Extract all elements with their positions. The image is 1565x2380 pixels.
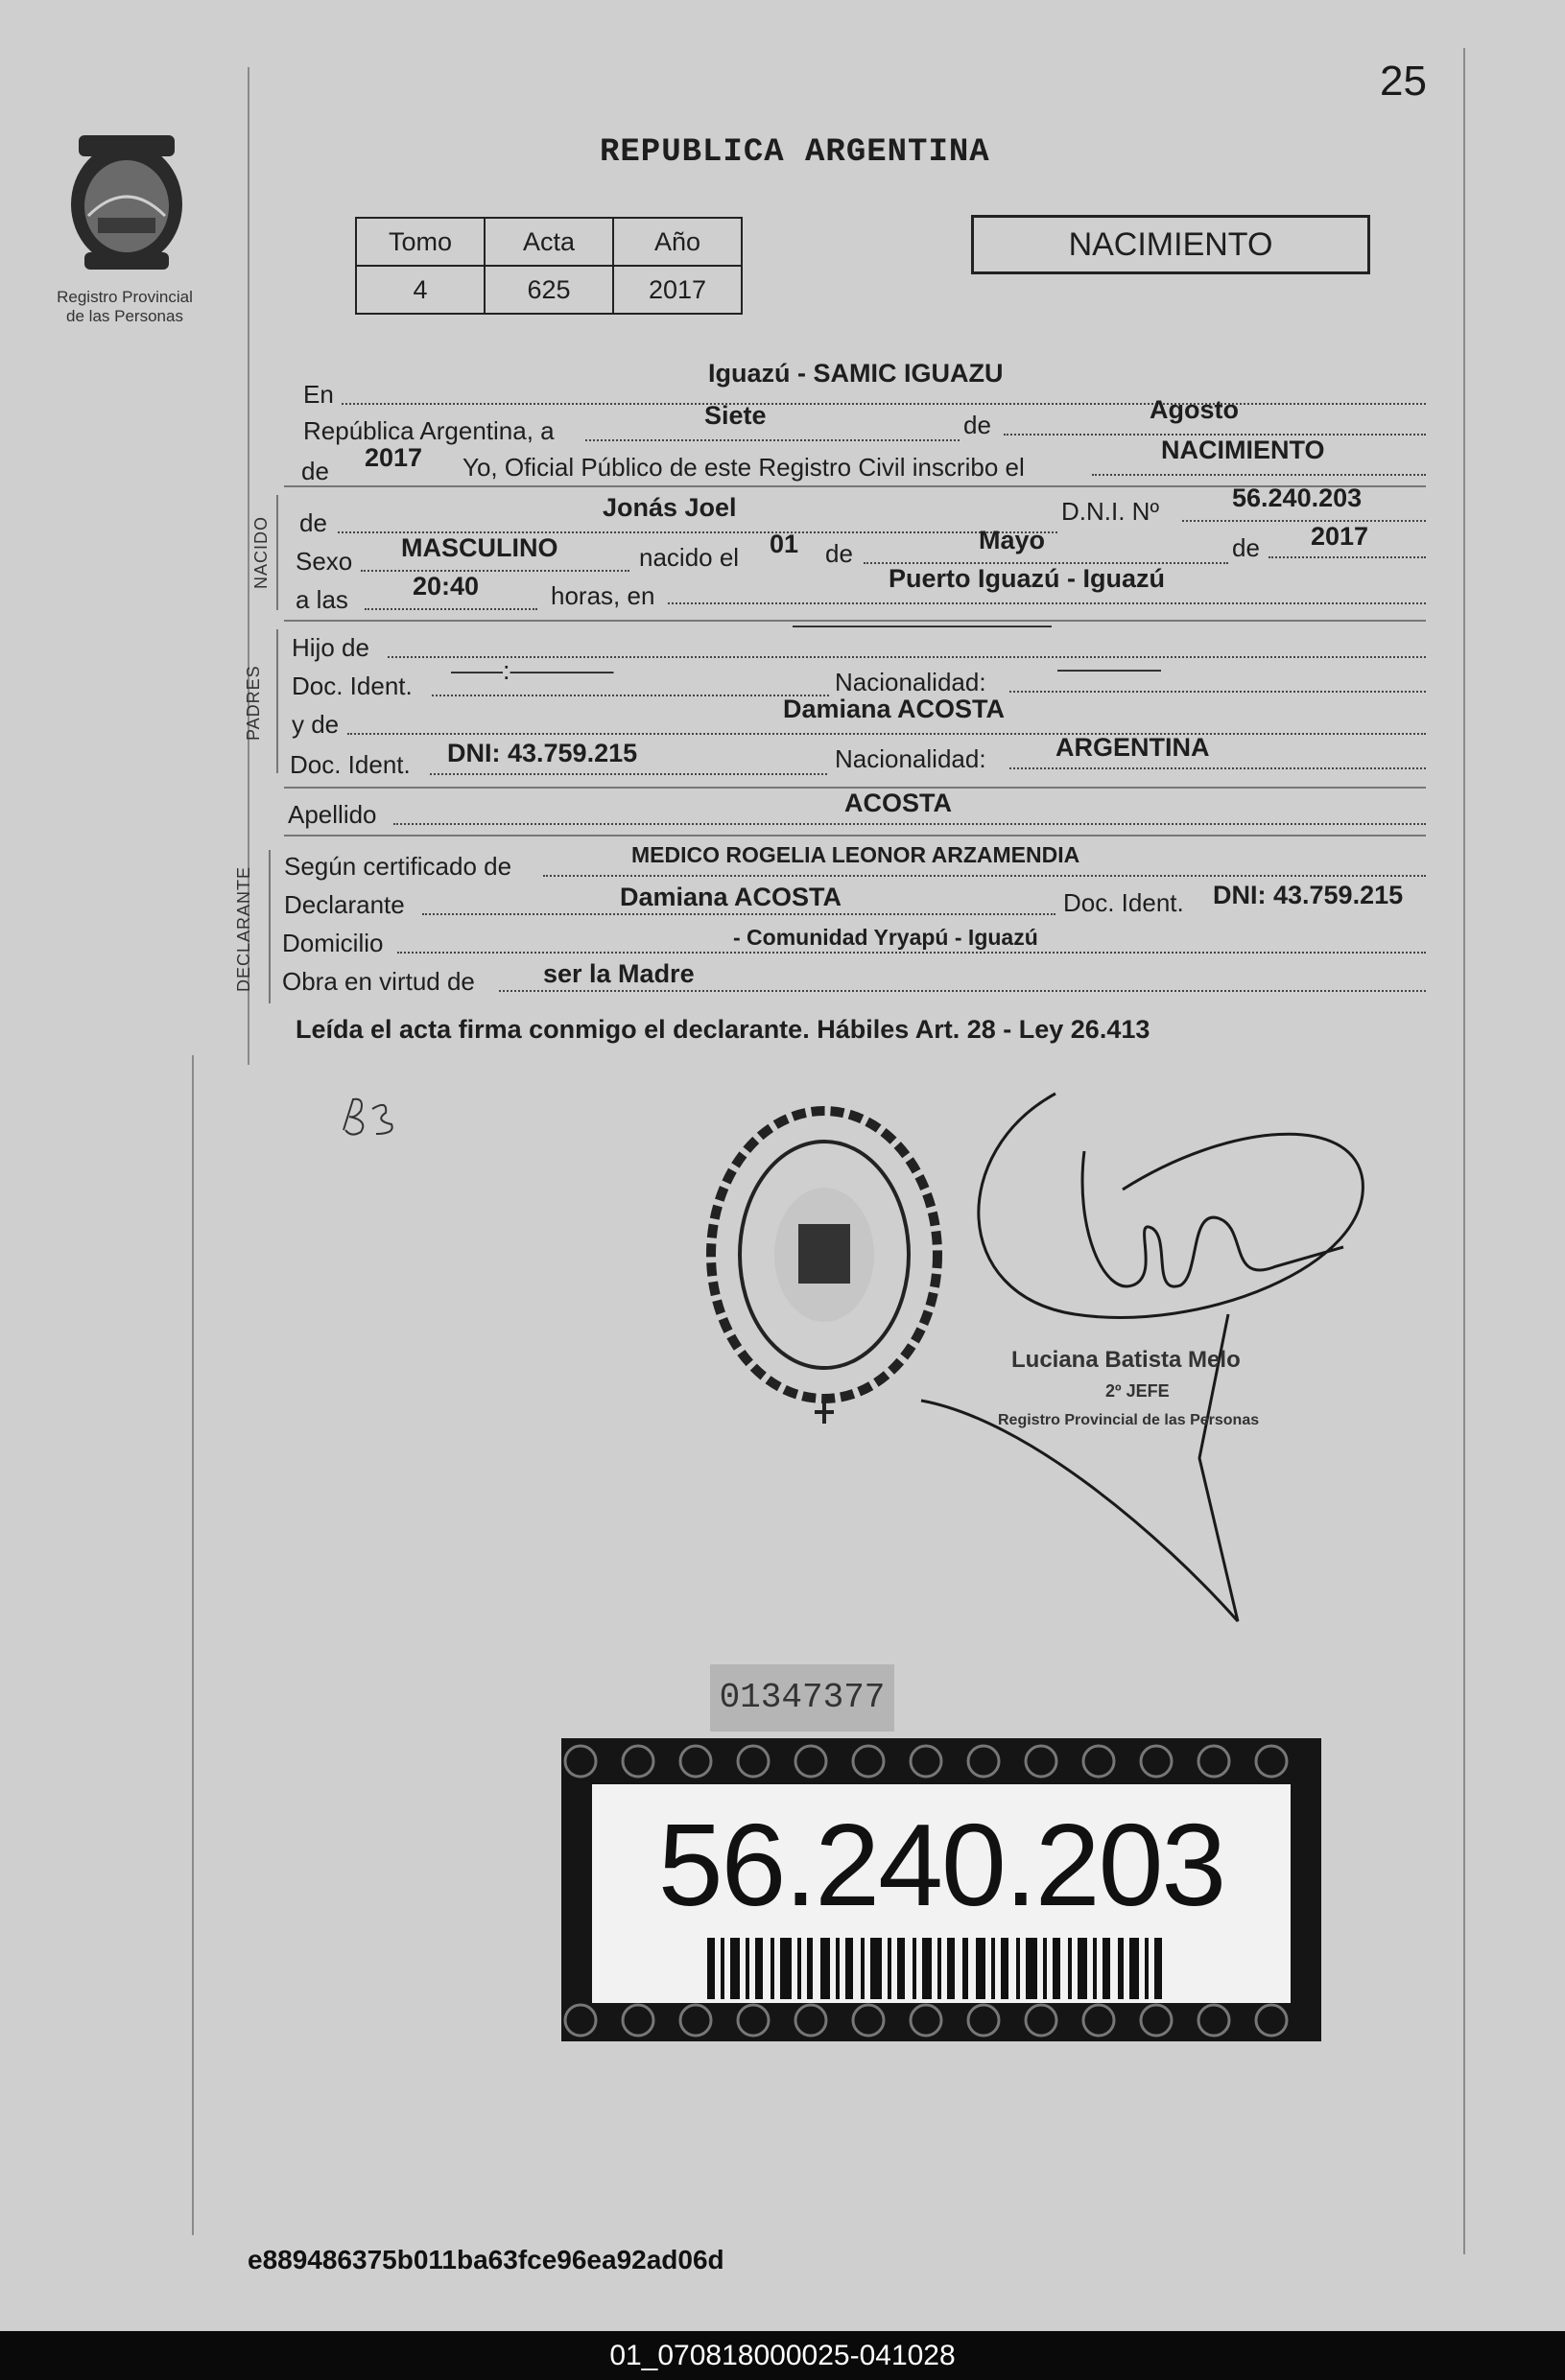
- nacido-section-label: NACIDO: [251, 515, 271, 589]
- right-margin-line: [1463, 48, 1465, 2254]
- father-value: ——————————: [793, 610, 1052, 639]
- mother-nac-label: Nacionalidad:: [835, 744, 986, 773]
- dotted-line: [585, 437, 960, 441]
- birth-day-value: 01: [770, 530, 799, 558]
- barcode-sticker: [561, 1738, 1321, 2041]
- domicilio-value: - Comunidad Yryapú - Iguazú: [733, 925, 1038, 950]
- declarante-doc-label: Doc. Ident.: [1063, 888, 1184, 917]
- dotted-line: [668, 601, 1426, 604]
- dotted-line: [347, 731, 1426, 735]
- barcode-label: [592, 1784, 1291, 2003]
- birth-year-value: 2017: [1311, 522, 1369, 551]
- dotted-line: [342, 401, 1426, 405]
- dotted-line: [1092, 472, 1426, 476]
- father-doc-value: ——:————: [451, 656, 614, 685]
- logo-caption: [29, 288, 221, 326]
- document-hash: e889486375b011ba63fce96ea92ad06d: [248, 2245, 724, 2274]
- nacido-bracket: [276, 495, 278, 610]
- signatory-organization: Registro Provincial de las Personas: [998, 1412, 1260, 1428]
- dotted-line: [1269, 554, 1426, 558]
- day-value: Siete: [704, 401, 767, 430]
- acta-value: 625: [485, 266, 613, 314]
- birth-time-value: 20:40: [413, 572, 480, 601]
- provincial-seal-logo: [59, 130, 194, 273]
- birth-month-value: Mayo: [979, 526, 1046, 554]
- tomo-value: 4: [356, 266, 485, 314]
- dni-value: 56.240.203: [1232, 483, 1363, 512]
- signatory-name: Luciana Batista Melo: [1011, 1347, 1241, 1373]
- handwritten-initials: [336, 1092, 403, 1142]
- birth-de2-label: de: [1232, 533, 1260, 562]
- month-value: Agosto: [1150, 395, 1239, 424]
- barcode-bars: [707, 1938, 1168, 1999]
- y-de-label: y de: [292, 710, 340, 739]
- nacido-el-label: nacido el: [639, 543, 740, 572]
- footer-id-bar: 01_070818000025-041028: [0, 2331, 1565, 2380]
- acta-header: Acta: [485, 218, 613, 266]
- padres-bracket: [276, 629, 278, 773]
- tomo-acta-table: [355, 217, 743, 315]
- closing-text: Leída el acta firma conmigo el declarante. Hábiles Art. 28 - Ley 26.413: [296, 1015, 1150, 1044]
- declarante-label: Declarante: [284, 890, 405, 919]
- yo-text: Yo, Oficial Público de este Registro Civil inscribo el: [462, 453, 1025, 482]
- hijo-de-label: Hijo de: [292, 633, 369, 662]
- cert-value: MEDICO ROGELIA LEONOR ARZAMENDIA: [631, 842, 1080, 867]
- father-nac-value: ————: [1057, 654, 1161, 683]
- dotted-line: [432, 693, 829, 696]
- dotted-line: [393, 821, 1426, 825]
- ano-value: 2017: [613, 266, 742, 314]
- logo-caption-line-2: de las Personas: [66, 307, 183, 325]
- left-margin-line-lower: [192, 1055, 194, 2235]
- de-label: de: [963, 411, 991, 439]
- padres-section-label: PADRES: [244, 665, 263, 741]
- mother-doc-label: Doc. Ident.: [290, 750, 411, 779]
- cert-label: Según certificado de: [284, 852, 512, 881]
- dotted-line: [543, 873, 1426, 877]
- en-label: En: [303, 380, 334, 409]
- dotted-line: [430, 771, 827, 775]
- sexo-value: MASCULINO: [401, 533, 558, 562]
- domicilio-label: Domicilio: [282, 929, 384, 957]
- birth-de-label: de: [825, 539, 853, 568]
- dni-label: D.N.I. Nº: [1061, 497, 1159, 526]
- event-value: NACIMIENTO: [1161, 436, 1325, 464]
- document-title: REPUBLICA ARGENTINA: [600, 134, 990, 171]
- obra-label: Obra en virtud de: [282, 967, 475, 996]
- birth-place-value: Puerto Iguazú - Iguazú: [889, 564, 1165, 593]
- apellido-label: Apellido: [288, 800, 377, 829]
- signatory-role: 2º JEFE: [1105, 1381, 1170, 1401]
- dotted-line: [361, 568, 629, 572]
- declarante-doc-value: DNI: 43.759.215: [1213, 881, 1404, 909]
- republica-label: República Argentina, a: [303, 416, 555, 445]
- en-value: Iguazú - SAMIC IGUAZU: [708, 359, 1004, 388]
- sexo-label: Sexo: [296, 547, 353, 576]
- ano-header: Año: [613, 218, 742, 266]
- horas-label: horas, en: [551, 581, 655, 610]
- mother-value: Damiana ACOSTA: [783, 695, 1006, 723]
- act-type-box: NACIMIENTO: [971, 215, 1370, 274]
- page-number: 25: [1380, 58, 1427, 105]
- tomo-header: Tomo: [356, 218, 485, 266]
- dotted-line: [1182, 518, 1426, 522]
- obra-value: ser la Madre: [543, 959, 695, 988]
- declarante-bracket: [269, 850, 271, 1003]
- declarante-value: Damiana ACOSTA: [620, 883, 842, 911]
- father-doc-label: Doc. Ident.: [292, 672, 413, 700]
- alas-label: a las: [296, 585, 348, 614]
- father-nac-label: Nacionalidad:: [835, 668, 986, 696]
- mother-doc-value: DNI: 43.759.215: [447, 739, 638, 767]
- de2-label: de: [301, 457, 329, 485]
- logo-caption-line-1: Registro Provincial: [57, 288, 193, 306]
- separator: [284, 835, 1426, 837]
- nacido-de-label: de: [299, 508, 327, 537]
- child-name-value: Jonás Joel: [603, 493, 737, 522]
- barcode-number: 56.240.203: [657, 1800, 1225, 1930]
- serial-number: 01347377: [710, 1664, 894, 1732]
- apellido-value: ACOSTA: [844, 789, 952, 817]
- declarante-section-label: DECLARANTE: [234, 865, 253, 992]
- dotted-line: [1009, 689, 1426, 693]
- dotted-line: [1009, 766, 1426, 769]
- mother-nac-value: ARGENTINA: [1055, 733, 1210, 762]
- year-value: 2017: [365, 443, 423, 472]
- dotted-line: [365, 606, 537, 610]
